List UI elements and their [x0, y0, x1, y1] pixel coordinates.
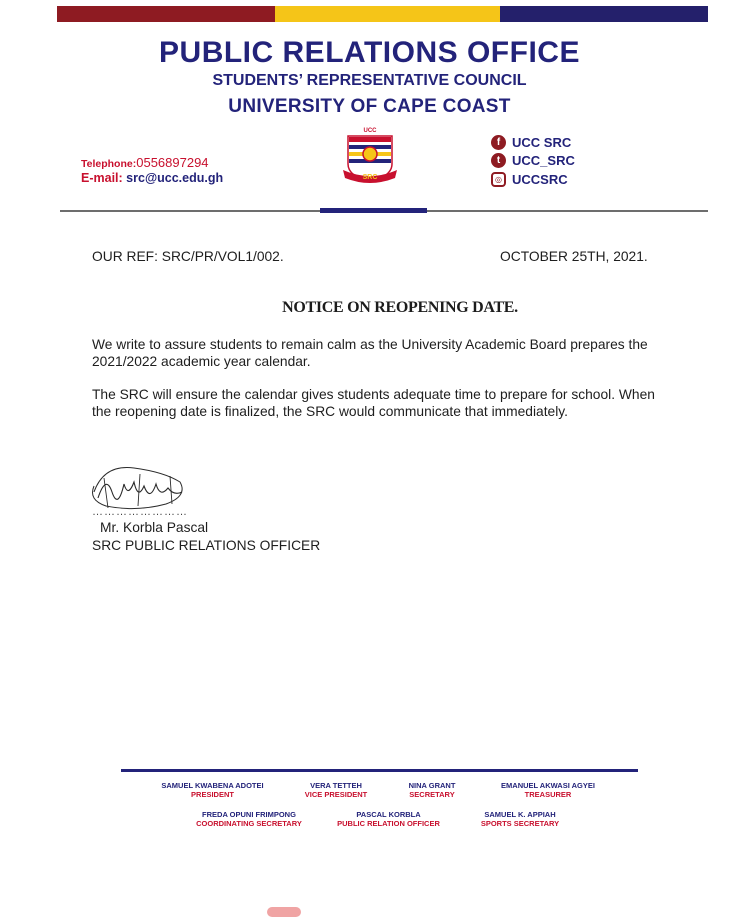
executive-name: EMANUEL AKWASI AGYEI [501, 781, 595, 790]
src-crest-logo [340, 126, 400, 186]
executive-vice-president [296, 781, 376, 799]
executive-role: TREASURER [524, 790, 572, 799]
executive-name: SAMUEL KWABENA ADOTEI [161, 781, 264, 790]
instagram-icon: ◎ [491, 172, 506, 187]
notice-title: NOTICE ON REOPENING DATE. [282, 299, 518, 316]
executive-coordinating-secretary [184, 810, 314, 828]
executive-name: SAMUEL K. APPIAH [484, 810, 556, 819]
executive-role: SECRETARY [409, 790, 455, 799]
twitter-icon: t [491, 153, 506, 168]
executive-name: NINA GRANT [408, 781, 456, 790]
crest-bottom-text: SRC [362, 174, 378, 181]
telephone-number: 0556897294 [136, 155, 209, 170]
paragraph-2: The SRC will ensure the calendar gives students adequate time to prepare for school. When the reopening date is finalized, the SRC would communicate that immediately. [92, 387, 655, 419]
twitter-handle: UCC_SRC [512, 153, 575, 168]
reference-number: OUR REF: SRC/PR/VOL1/002. [92, 249, 284, 264]
top-band-red [57, 6, 275, 22]
executive-president [150, 781, 275, 799]
executive-name: FREDA OPUNI FRIMPONG [202, 810, 296, 819]
executive-role: PRESIDENT [191, 790, 234, 799]
executive-role: COORDINATING SECRETARY [196, 819, 302, 828]
email-line [81, 171, 223, 185]
executive-public-relation-officer [327, 810, 450, 828]
email-label: E-mail: [81, 171, 123, 185]
office-title: PUBLIC RELATIONS OFFICE [159, 36, 580, 69]
crest-top-text: UCC [363, 128, 377, 134]
social-instagram [491, 172, 568, 187]
signer-name: Mr. Korbla Pascal [100, 520, 209, 535]
social-facebook [491, 135, 571, 150]
telephone-label: Telephone: [81, 158, 137, 170]
letter-date: OCTOBER 25TH, 2021. [500, 249, 648, 264]
university-name: UNIVERSITY OF CAPE COAST [228, 96, 511, 117]
facebook-handle: UCC SRC [512, 135, 572, 150]
executive-treasurer [488, 781, 608, 799]
stamp-fragment [267, 907, 301, 917]
email-address: src@ucc.edu.gh [126, 171, 224, 185]
executive-role: VICE PRESIDENT [304, 790, 368, 799]
signer-title: SRC PUBLIC RELATIONS OFFICER [92, 538, 321, 553]
council-name: STUDENTS’ REPRESENTATIVE COUNCIL [212, 72, 527, 89]
telephone-line [81, 155, 209, 170]
executive-name: VERA TETTEH [310, 781, 362, 790]
top-band-blue [500, 6, 708, 22]
paragraph-1: We write to assure students to remain calm as the University Academic Board prepares the 2021/2022 academic year calendar. [92, 337, 648, 369]
social-twitter [491, 153, 575, 168]
facebook-icon: f [491, 135, 506, 150]
header-divider-accent [320, 208, 427, 213]
top-band-yellow [275, 6, 500, 22]
signature-line: …………………… [92, 506, 188, 518]
executive-role: PUBLIC RELATION OFFICER [337, 819, 440, 828]
executive-secretary [397, 781, 467, 799]
instagram-handle: UCCSRC [512, 172, 568, 187]
executive-sports-secretary [470, 810, 570, 828]
executive-name: PASCAL KORBLA [356, 810, 421, 819]
footer-divider [121, 769, 638, 772]
executive-role: SPORTS SECRETARY [480, 819, 560, 828]
